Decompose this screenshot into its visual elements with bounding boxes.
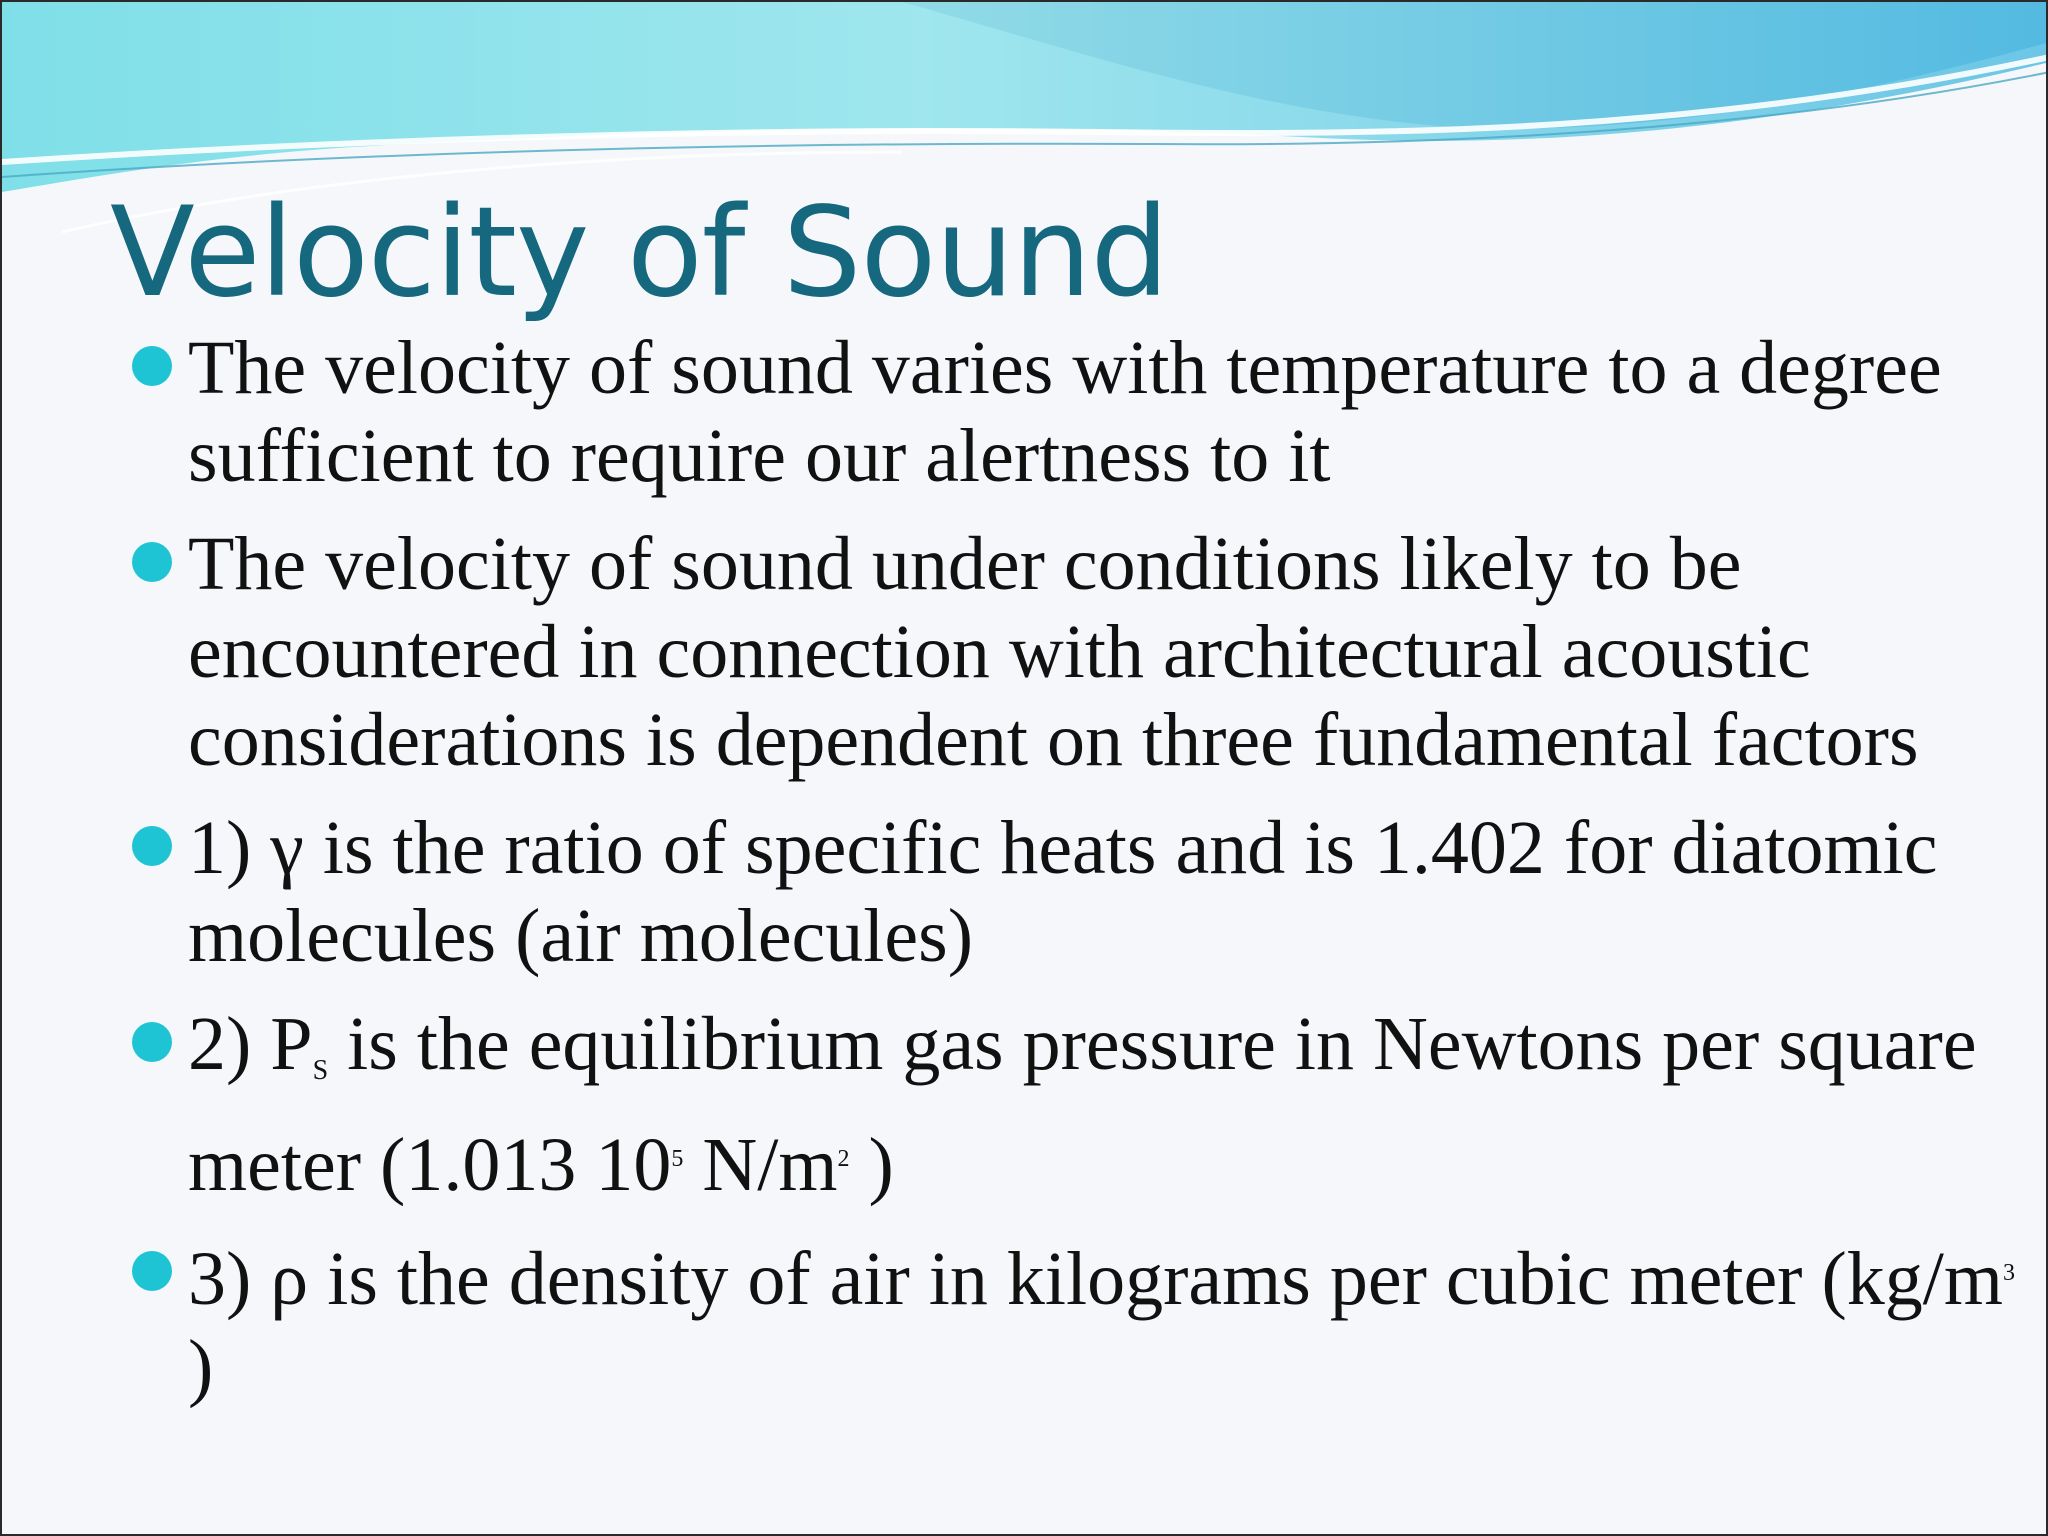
bullet-dot-icon <box>132 1022 172 1062</box>
bullet-dot-icon <box>132 346 172 386</box>
superscript-squared: 2 <box>837 1146 850 1172</box>
bullet-text-mid: is the equilibrium gas pressure in Newtons per square meter (1.013 10 <box>188 1002 1977 1207</box>
bullet-item-pressure <box>130 1000 2030 1209</box>
bullet-item-temperature <box>130 324 2030 500</box>
bullet-item-conditions <box>130 520 2030 784</box>
slide-title: Velocity of Sound <box>110 181 1169 325</box>
superscript-exponent: 5 <box>671 1146 684 1172</box>
bullet-dot-icon <box>132 1251 172 1291</box>
bullet-text-unit: N/m <box>683 1123 838 1207</box>
bullet-text-suffix: ) <box>188 1325 214 1409</box>
bullet-text: 1) γ is the ratio of specific heats and is 1.402 for diatomic molecules (air molecules) <box>188 806 1938 978</box>
bullet-dot-icon <box>132 542 172 582</box>
bullet-text-suffix: ) <box>849 1123 894 1207</box>
bullet-dot-icon <box>132 826 172 866</box>
bullet-text-prefix: 3) ρ is the density of air in kilograms per cubic meter (kg/m <box>188 1237 2004 1321</box>
bullet-text: The velocity of sound varies with temperature to a degree sufficient to require our alertness to it <box>188 326 1942 498</box>
superscript-cubed: 3 <box>2003 1260 2016 1286</box>
bullet-text: The velocity of sound under conditions likely to be encountered in connection with architectural acoustic considerations is dependent on three fundamental factors <box>188 522 1919 782</box>
bullet-list <box>130 324 2030 1431</box>
bullet-item-density <box>130 1229 2030 1411</box>
bullet-item-gamma <box>130 804 2030 980</box>
bullet-text-prefix: 2) P <box>188 1002 313 1086</box>
subscript-s: S <box>312 1055 329 1086</box>
